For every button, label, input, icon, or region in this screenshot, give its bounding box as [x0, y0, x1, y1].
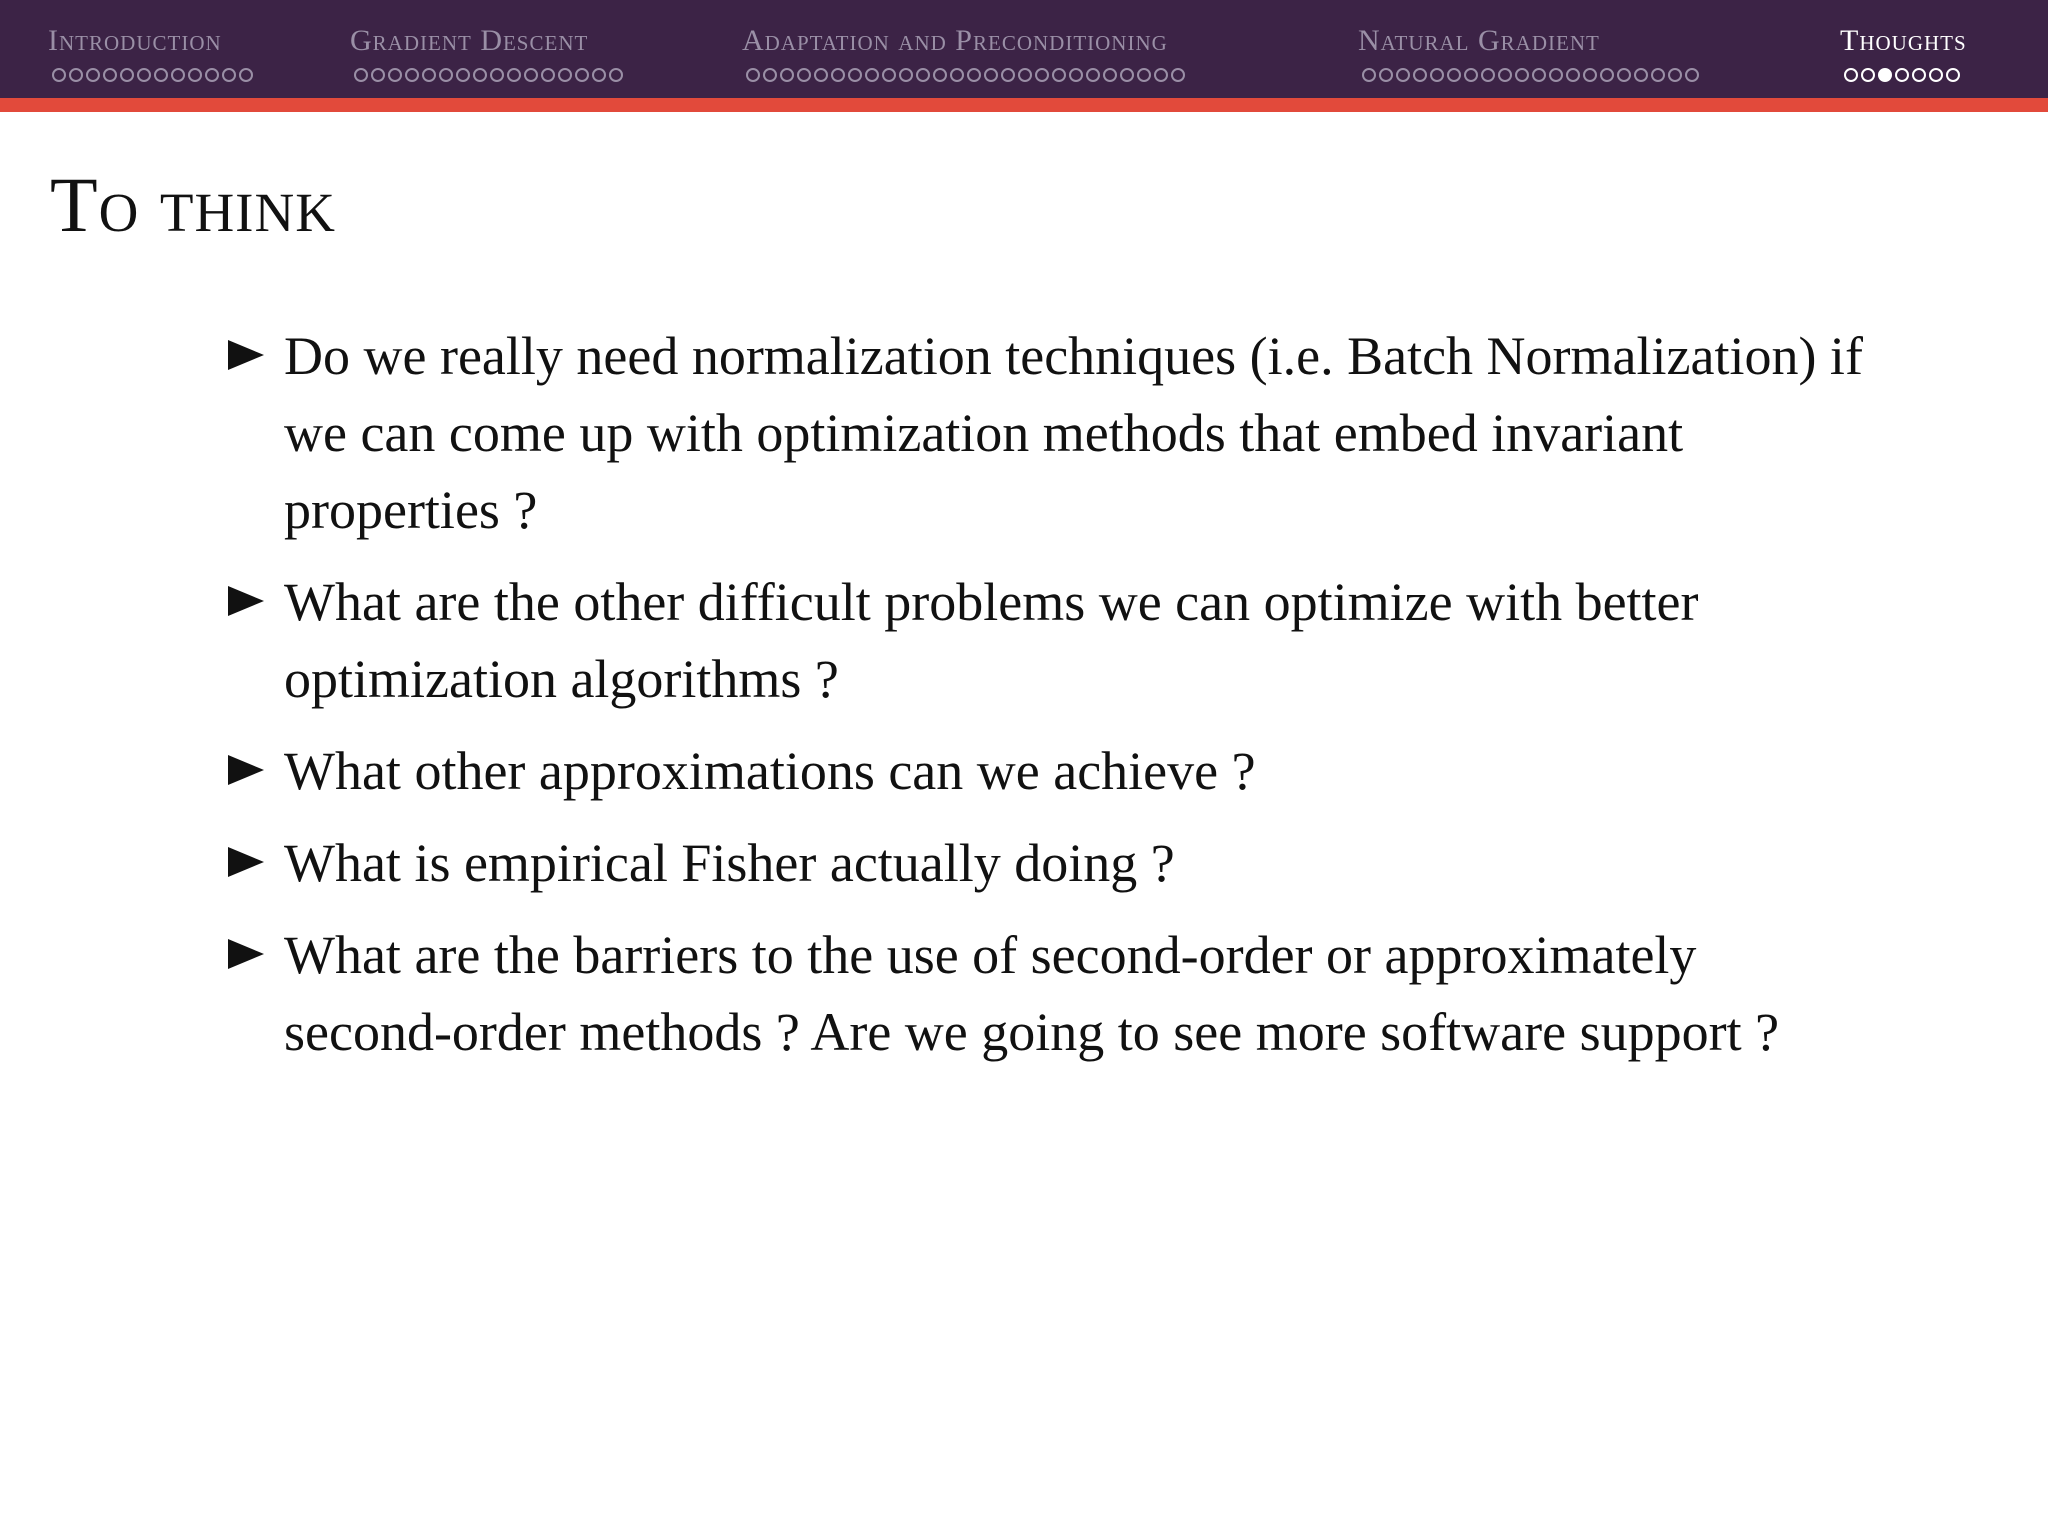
nav-dot[interactable]: [1018, 68, 1032, 82]
nav-section-title[interactable]: Adaptation and Preconditioning: [742, 24, 1168, 57]
bullet-text: What are the barriers to the use of second-order or approximately second-order methods ? Are we going to see more software support ?: [284, 925, 1780, 1062]
nav-dot[interactable]: [524, 68, 538, 82]
nav-dot[interactable]: [103, 68, 117, 82]
nav-dot[interactable]: [1651, 68, 1665, 82]
bullet-item: [228, 825, 1868, 902]
nav-dot[interactable]: [1946, 68, 1960, 82]
nav-dot[interactable]: [763, 68, 777, 82]
nav-dot[interactable]: [1464, 68, 1478, 82]
nav-dot-current[interactable]: [1878, 68, 1892, 82]
nav-dot[interactable]: [188, 68, 202, 82]
nav-dot[interactable]: [1844, 68, 1858, 82]
nav-dot[interactable]: [780, 68, 794, 82]
nav-dot[interactable]: [1379, 68, 1393, 82]
nav-dot[interactable]: [507, 68, 521, 82]
nav-section-dots: [52, 68, 253, 86]
nav-dot[interactable]: [120, 68, 134, 82]
nav-section-title[interactable]: Gradient Descent: [350, 24, 589, 57]
triangle-bullet-icon: [228, 939, 264, 969]
nav-dot[interactable]: [1895, 68, 1909, 82]
nav-dot[interactable]: [1086, 68, 1100, 82]
accent-divider: [0, 98, 2048, 112]
bullet-item: [228, 733, 1868, 810]
nav-section-dots: [746, 68, 1185, 86]
bullet-list: [228, 318, 1868, 1086]
nav-dot[interactable]: [154, 68, 168, 82]
nav-dot[interactable]: [1532, 68, 1546, 82]
nav-dot[interactable]: [1617, 68, 1631, 82]
nav-dot[interactable]: [1052, 68, 1066, 82]
nav-dot[interactable]: [1035, 68, 1049, 82]
nav-dot[interactable]: [439, 68, 453, 82]
nav-dot[interactable]: [1481, 68, 1495, 82]
nav-dot[interactable]: [1668, 68, 1682, 82]
nav-dot[interactable]: [950, 68, 964, 82]
nav-dot[interactable]: [1685, 68, 1699, 82]
nav-dot[interactable]: [558, 68, 572, 82]
nav-dot[interactable]: [422, 68, 436, 82]
nav-dot[interactable]: [967, 68, 981, 82]
nav-dot[interactable]: [354, 68, 368, 82]
nav-section-dots: [1844, 68, 1960, 86]
navigation-bar: [0, 0, 2048, 98]
nav-dot[interactable]: [239, 68, 253, 82]
nav-dot[interactable]: [1362, 68, 1376, 82]
nav-dot[interactable]: [848, 68, 862, 82]
nav-dot[interactable]: [814, 68, 828, 82]
nav-dot[interactable]: [1137, 68, 1151, 82]
nav-dot[interactable]: [882, 68, 896, 82]
nav-dot[interactable]: [1912, 68, 1926, 82]
nav-dot[interactable]: [1171, 68, 1185, 82]
nav-dot[interactable]: [137, 68, 151, 82]
nav-dot[interactable]: [1600, 68, 1614, 82]
bullet-item: [228, 917, 1868, 1071]
nav-dot[interactable]: [1413, 68, 1427, 82]
nav-dot[interactable]: [1634, 68, 1648, 82]
nav-dot[interactable]: [473, 68, 487, 82]
nav-dot[interactable]: [1861, 68, 1875, 82]
nav-dot[interactable]: [1929, 68, 1943, 82]
bullet-item: [228, 318, 1868, 549]
nav-dot[interactable]: [1515, 68, 1529, 82]
nav-dot[interactable]: [865, 68, 879, 82]
nav-dot[interactable]: [899, 68, 913, 82]
triangle-bullet-icon: [228, 755, 264, 785]
triangle-bullet-icon: [228, 586, 264, 616]
nav-dot[interactable]: [490, 68, 504, 82]
nav-dot[interactable]: [205, 68, 219, 82]
nav-dot[interactable]: [1103, 68, 1117, 82]
nav-dot[interactable]: [1566, 68, 1580, 82]
nav-dot[interactable]: [52, 68, 66, 82]
nav-dot[interactable]: [609, 68, 623, 82]
nav-dot[interactable]: [1447, 68, 1461, 82]
nav-dot[interactable]: [797, 68, 811, 82]
nav-dot[interactable]: [1154, 68, 1168, 82]
bullet-text: What are the other difficult problems we can optimize with better optimization algorithms ?: [284, 572, 1699, 709]
nav-dot[interactable]: [541, 68, 555, 82]
nav-dot[interactable]: [933, 68, 947, 82]
bullet-text: What other approximations can we achieve ?: [284, 741, 1256, 801]
nav-dot[interactable]: [575, 68, 589, 82]
nav-section-dots: [354, 68, 623, 86]
nav-section-title[interactable]: Introduction: [48, 24, 222, 57]
nav-dot[interactable]: [831, 68, 845, 82]
nav-dot[interactable]: [1498, 68, 1512, 82]
nav-dot[interactable]: [405, 68, 419, 82]
nav-dot[interactable]: [1549, 68, 1563, 82]
nav-dot[interactable]: [1001, 68, 1015, 82]
nav-dot[interactable]: [1430, 68, 1444, 82]
nav-dot[interactable]: [222, 68, 236, 82]
nav-section-title[interactable]: Thoughts: [1840, 24, 1967, 57]
bullet-text: Do we really need normalization techniques (i.e. Batch Normalization) if we can come up with optimization methods that embed invariant properties ?: [284, 326, 1863, 540]
nav-section-title[interactable]: Natural Gradient: [1358, 24, 1600, 57]
nav-dot[interactable]: [388, 68, 402, 82]
bullet-item: [228, 564, 1868, 718]
nav-section-dots: [1362, 68, 1699, 86]
nav-dot[interactable]: [1120, 68, 1134, 82]
nav-dot[interactable]: [1396, 68, 1410, 82]
nav-dot[interactable]: [86, 68, 100, 82]
slide-title: To think: [50, 161, 336, 248]
nav-dot[interactable]: [371, 68, 385, 82]
nav-dot[interactable]: [592, 68, 606, 82]
triangle-bullet-icon: [228, 340, 264, 370]
nav-dot[interactable]: [1069, 68, 1083, 82]
nav-dot[interactable]: [984, 68, 998, 82]
nav-dot[interactable]: [456, 68, 470, 82]
nav-dot[interactable]: [69, 68, 83, 82]
nav-dot[interactable]: [916, 68, 930, 82]
nav-dot[interactable]: [171, 68, 185, 82]
nav-dot[interactable]: [1583, 68, 1597, 82]
triangle-bullet-icon: [228, 847, 264, 877]
nav-dot[interactable]: [746, 68, 760, 82]
bullet-text: What is empirical Fisher actually doing ?: [284, 833, 1175, 893]
